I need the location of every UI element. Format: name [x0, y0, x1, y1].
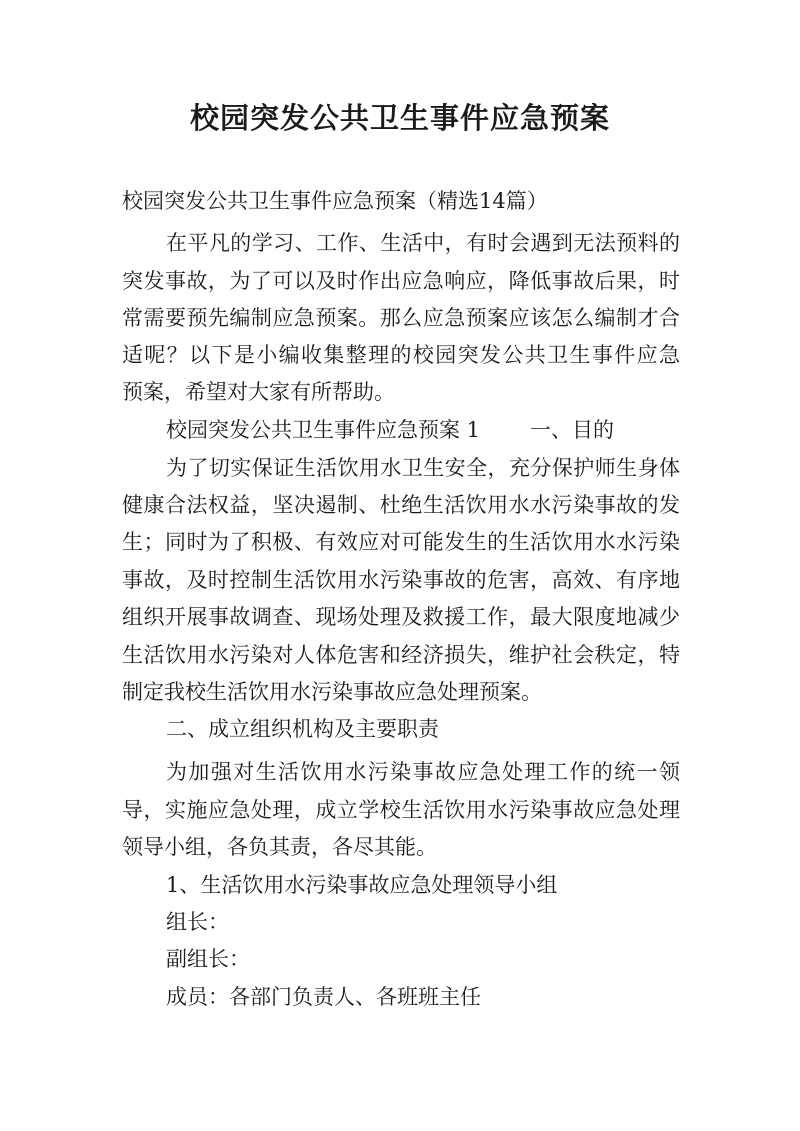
- group-leader: 组长：: [166, 910, 229, 934]
- subsection-heading: 1、生活饮用水污染事故应急处理领导小组: [166, 873, 558, 897]
- paragraph-line: 制定我校生活饮用水污染事故应急处理预案。: [122, 680, 542, 704]
- paragraph-line: 健康合法权益，坚决遏制、杜绝生活饮用水水污染事故的发: [122, 493, 680, 517]
- paragraph-line: 生；同时为了积极、有效应对可能发生的生活饮用水水污染: [122, 530, 680, 554]
- paragraph-line: 突发事故，为了可以及时作出应急响应，降低事故后果，时: [122, 269, 680, 293]
- page-title: 校园突发公共卫生事件应急预案: [189, 101, 610, 135]
- section-title: 校园突发公共卫生事件应急预案 1: [166, 418, 481, 442]
- paragraph-line: 常需要预先编制应急预案。那么应急预案应该怎么编制才合: [122, 306, 680, 330]
- paragraph-line: 事故，及时控制生活饮用水污染事故的危害，高效、有序地: [122, 568, 680, 592]
- paragraph-line: 在平凡的学习、工作、生活中，有时会遇到无法预料的: [166, 231, 680, 255]
- group-deputy: 副组长：: [166, 947, 250, 971]
- section-subtitle: 一、目的: [530, 418, 615, 442]
- section-heading: 二、成立组织机构及主要职责: [166, 717, 439, 741]
- section-heading: [166, 415, 614, 445]
- paragraph-line: 为了切实保证生活饮用水卫生安全，充分保护师生身体: [166, 456, 680, 480]
- paragraph-line: 适呢？以下是小编收集整理的校园突发公共卫生事件应急: [122, 343, 680, 367]
- paragraph-line: 为加强对生活饮用水污染事故应急处理工作的统一领: [166, 760, 680, 784]
- group-members: 成员：各部门负责人、各班班主任: [166, 985, 481, 1009]
- paragraph-line: 领导小组，各负其责，各尽其能。: [122, 835, 437, 859]
- paragraph-line: 预案，希望对大家有所帮助。: [122, 380, 395, 404]
- paragraph-line: 生活饮用水污染对人体危害和经济损失，维护社会秩定，特: [122, 643, 680, 667]
- paragraph-line: 组织开展事故调查、现场处理及救援工作，最大限度地减少: [122, 605, 680, 629]
- paragraph-line: 导，实施应急处理，成立学校生活饮用水污染事故应急处理: [122, 798, 680, 822]
- document-subtitle: 校园突发公共卫生事件应急预案（精选14篇）: [122, 189, 548, 213]
